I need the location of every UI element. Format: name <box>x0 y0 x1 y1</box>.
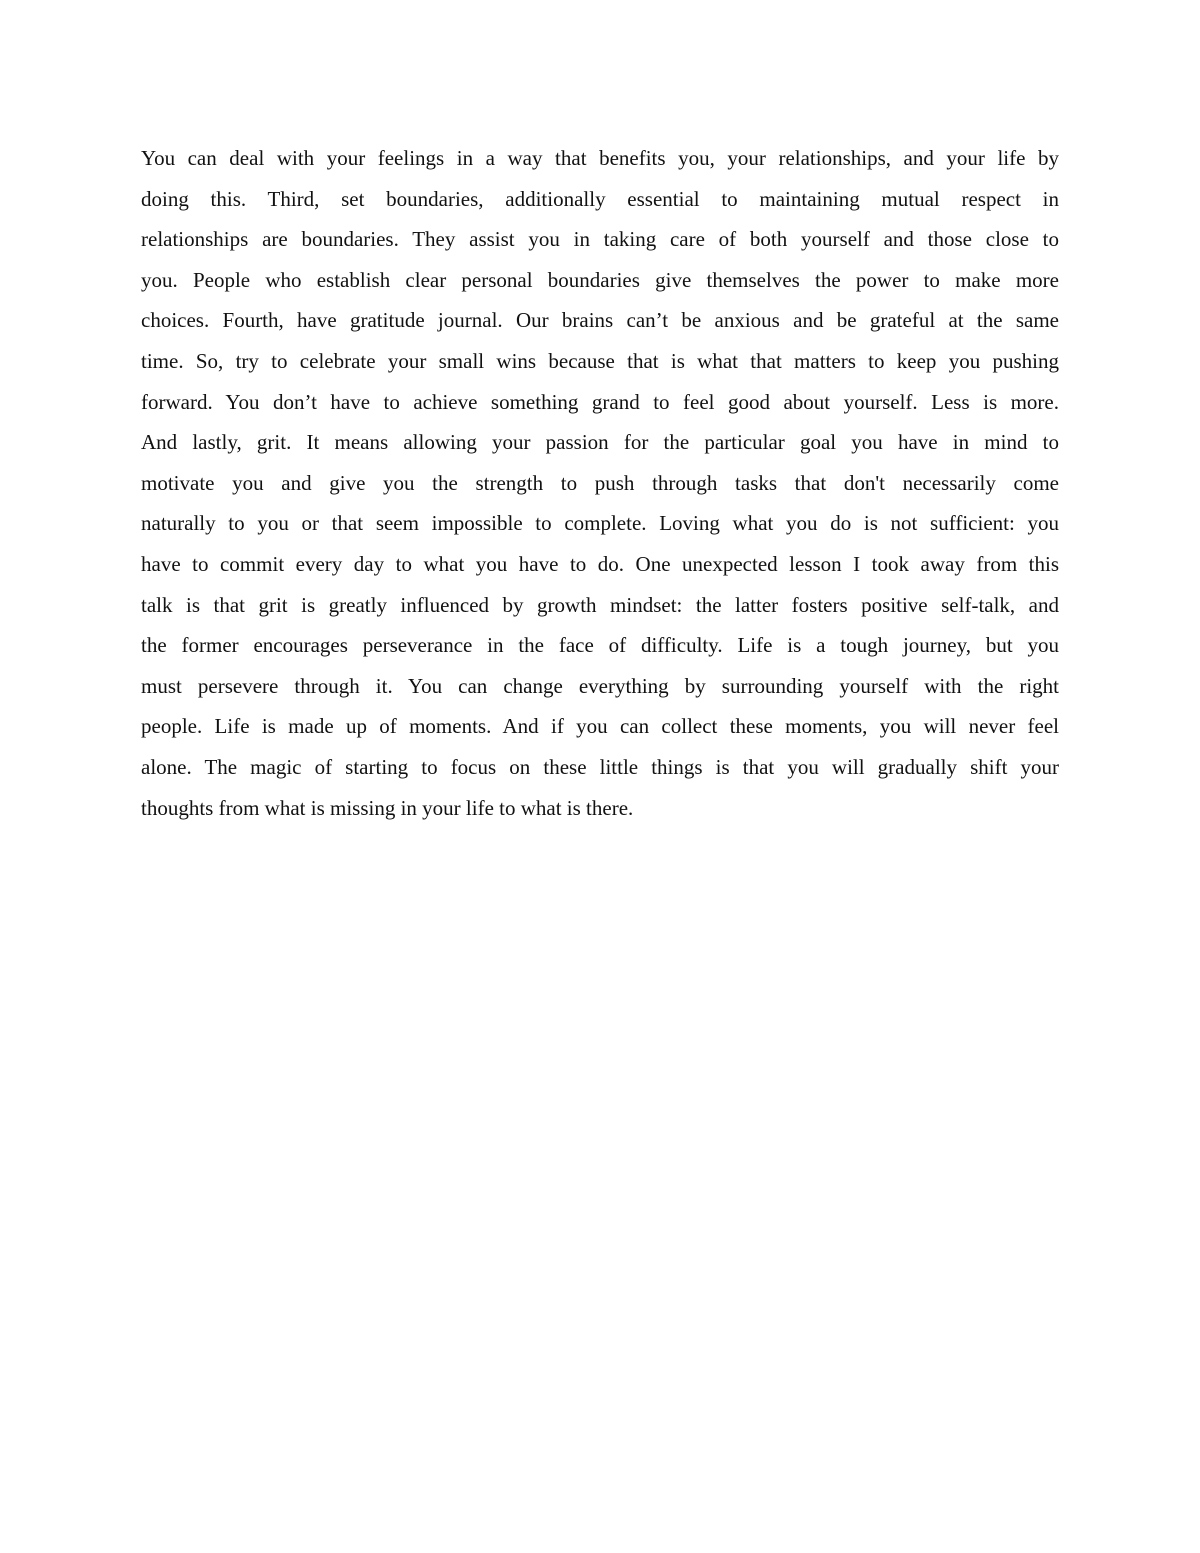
paragraph-line: motivate you and give you the strength to push through tasks that don't necessarily come <box>141 470 1059 495</box>
paragraph-line: doing this. Third, set boundaries, additionally essential to maintaining mutual respect in <box>141 186 1059 211</box>
paragraph-line: forward. You don’t have to achieve something grand to feel good about yourself. Less is more. <box>141 389 1059 414</box>
paragraph-line: the former encourages perseverance in the face of difficulty. Life is a tough journey, but you <box>141 633 1059 658</box>
paragraph-line: time. So, try to celebrate your small wins because that is what that matters to keep you pushing <box>141 348 1059 373</box>
body-paragraph <box>141 138 1059 828</box>
paragraph-line: And lastly, grit. It means allowing your passion for the particular goal you have in mind to <box>141 430 1059 455</box>
paragraph-line: You can deal with your feelings in a way that benefits you, your relationships, and your life by <box>141 146 1059 170</box>
paragraph-line: relationships are boundaries. They assist you in taking care of both yourself and those close to <box>141 227 1059 252</box>
paragraph-line: people. Life is made up of moments. And if you can collect these moments, you will never feel <box>141 714 1059 739</box>
paragraph-line: you. People who establish clear personal boundaries give themselves the power to make more <box>141 267 1059 292</box>
paragraph-line: must persevere through it. You can change everything by surrounding yourself with the right <box>141 673 1059 698</box>
paragraph-line-last: thoughts from what is missing in your life to what is there. <box>141 795 634 820</box>
paragraph-line: naturally to you or that seem impossible to complete. Loving what you do is not sufficient: you <box>141 511 1059 536</box>
paragraph-line: alone. The magic of starting to focus on these little things is that you will gradually shift your <box>141 754 1059 779</box>
paragraph-line: talk is that grit is greatly influenced by growth mindset: the latter fosters positive self-talk, and <box>141 592 1059 617</box>
paragraph-line: choices. Fourth, have gratitude journal. Our brains can’t be anxious and be grateful at the same <box>141 308 1059 333</box>
paragraph-line: have to commit every day to what you have to do. One unexpected lesson I took away from this <box>141 551 1059 576</box>
